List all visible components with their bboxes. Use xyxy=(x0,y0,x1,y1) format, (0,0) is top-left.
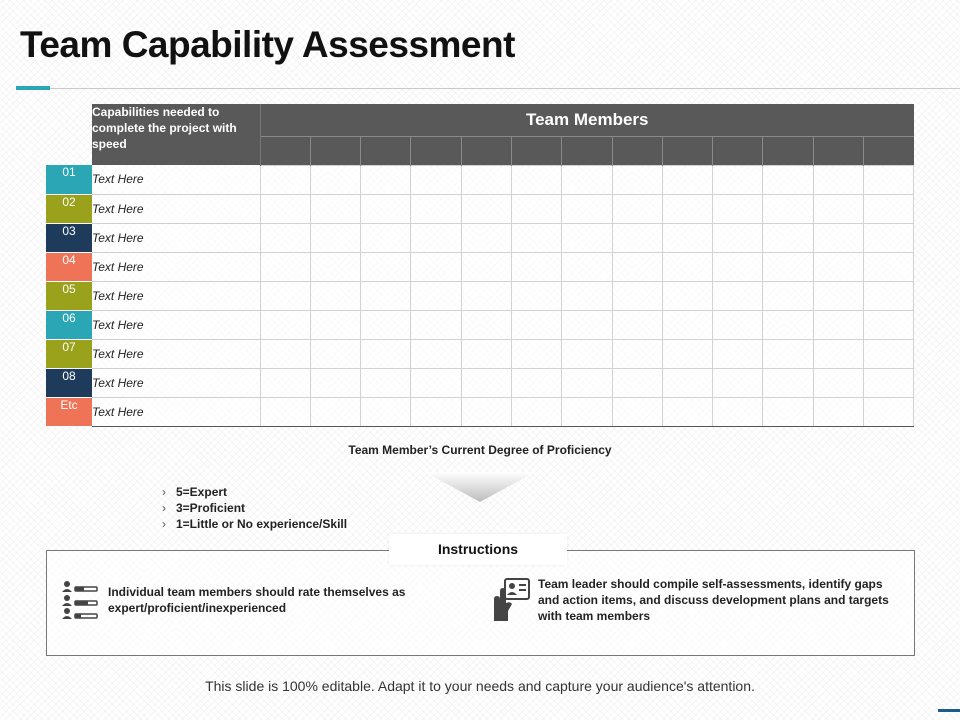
rating-cell[interactable] xyxy=(310,194,360,223)
page-title: Team Capability Assessment xyxy=(20,24,515,65)
team-member-column-header xyxy=(713,136,763,165)
rating-cell[interactable] xyxy=(713,223,763,252)
scale-item: › 1=Little or No experience/Skill xyxy=(162,517,348,531)
rating-cell[interactable] xyxy=(864,310,914,339)
rating-cell[interactable] xyxy=(864,339,914,368)
rating-cell[interactable] xyxy=(461,194,511,223)
row-number: 03 xyxy=(46,223,92,252)
scale-item-label: 3=Proficient xyxy=(176,501,246,515)
team-member-column-header xyxy=(763,136,813,165)
scale-item-label: 1=Little or No experience/Skill xyxy=(176,517,348,531)
rating-cell[interactable] xyxy=(361,252,411,281)
capability-label[interactable]: Text Here xyxy=(92,223,260,252)
team-member-column-header xyxy=(813,136,863,165)
team-member-column-header xyxy=(411,136,461,165)
hand-id-card-icon xyxy=(492,577,532,621)
rating-cell[interactable] xyxy=(813,368,863,397)
rating-cell[interactable] xyxy=(562,339,612,368)
rating-cell[interactable] xyxy=(310,252,360,281)
rating-cell[interactable] xyxy=(612,310,662,339)
rating-cell[interactable] xyxy=(763,368,813,397)
proficiency-title: Team Member’s Current Degree of Proficiency xyxy=(348,443,612,457)
rating-cell[interactable] xyxy=(511,368,561,397)
rating-cell[interactable] xyxy=(511,223,561,252)
rating-cell[interactable] xyxy=(260,223,310,252)
table-row xyxy=(46,223,914,252)
rating-cell[interactable] xyxy=(662,339,712,368)
rating-cell[interactable] xyxy=(361,281,411,310)
rating-cell[interactable] xyxy=(813,223,863,252)
rating-cell[interactable] xyxy=(361,368,411,397)
rating-cell[interactable] xyxy=(813,339,863,368)
proficiency-scale xyxy=(162,484,347,532)
rating-cell[interactable] xyxy=(612,397,662,426)
capability-label[interactable]: Text Here xyxy=(92,194,260,223)
row-number: 06 xyxy=(46,310,92,339)
table-row xyxy=(46,368,914,397)
rating-cell[interactable] xyxy=(361,165,411,194)
rating-cell[interactable] xyxy=(361,397,411,426)
rating-cell[interactable] xyxy=(411,310,461,339)
rating-cell[interactable] xyxy=(361,194,411,223)
rating-cell[interactable] xyxy=(662,310,712,339)
team-member-column-header xyxy=(612,136,662,165)
rating-cell[interactable] xyxy=(813,281,863,310)
scale-item: › 5=Expert xyxy=(162,485,228,499)
team-members-header: Team Members xyxy=(260,104,914,136)
table-row xyxy=(46,252,914,281)
table-row xyxy=(46,281,914,310)
rating-cell[interactable] xyxy=(310,281,360,310)
table-corner-blank xyxy=(46,104,92,165)
rating-cell[interactable] xyxy=(813,310,863,339)
rating-cell[interactable] xyxy=(713,368,763,397)
rating-cell[interactable] xyxy=(713,310,763,339)
table-row xyxy=(46,397,914,426)
rating-cell[interactable] xyxy=(612,194,662,223)
table-row xyxy=(46,310,914,339)
team-member-column-header xyxy=(511,136,561,165)
row-number: 08 xyxy=(46,368,92,397)
rating-cell[interactable] xyxy=(713,165,763,194)
instruction-team-leader: Team leader should compile self-assessments, identify gaps and action items, and discuss development plans and targets with team members xyxy=(538,577,889,623)
rating-cell[interactable] xyxy=(662,223,712,252)
rating-cell[interactable] xyxy=(864,368,914,397)
rating-cell[interactable] xyxy=(562,368,612,397)
rating-cell[interactable] xyxy=(411,165,461,194)
rating-cell[interactable] xyxy=(562,223,612,252)
rating-cell[interactable] xyxy=(411,252,461,281)
rating-cell[interactable] xyxy=(562,281,612,310)
rating-cell[interactable] xyxy=(511,281,561,310)
rating-cell[interactable] xyxy=(461,165,511,194)
rating-cell[interactable] xyxy=(511,165,561,194)
title-accent-bar xyxy=(16,86,50,90)
rating-cell[interactable] xyxy=(864,223,914,252)
rating-cell[interactable] xyxy=(310,310,360,339)
rating-cell[interactable] xyxy=(260,310,310,339)
rating-cell[interactable] xyxy=(411,194,461,223)
rating-cell[interactable] xyxy=(461,310,511,339)
rating-cell[interactable] xyxy=(461,397,511,426)
capabilities-header: Capabilities needed to complete the project with speed xyxy=(92,104,260,165)
capability-label[interactable]: Text Here xyxy=(92,397,260,426)
rating-cell[interactable] xyxy=(763,310,813,339)
rating-cell[interactable] xyxy=(310,397,360,426)
team-member-column-header xyxy=(562,136,612,165)
rating-cell[interactable] xyxy=(713,194,763,223)
rating-cell[interactable] xyxy=(763,223,813,252)
rating-cell[interactable] xyxy=(562,252,612,281)
team-member-column-header xyxy=(310,136,360,165)
rating-cell[interactable] xyxy=(662,397,712,426)
row-number: 07 xyxy=(46,339,92,368)
row-number: 04 xyxy=(46,252,92,281)
scale-item: › 3=Proficient xyxy=(162,501,246,515)
table-row xyxy=(46,194,914,223)
rating-cell[interactable] xyxy=(310,165,360,194)
rating-cell[interactable] xyxy=(260,165,310,194)
rating-cell[interactable] xyxy=(461,223,511,252)
rating-cell[interactable] xyxy=(662,368,712,397)
chevron-down-icon xyxy=(425,472,535,504)
rating-cell[interactable] xyxy=(310,223,360,252)
rating-cell[interactable] xyxy=(864,397,914,426)
rating-cell[interactable] xyxy=(713,339,763,368)
rating-cell[interactable] xyxy=(411,339,461,368)
team-member-column-header xyxy=(864,136,914,165)
rating-cell[interactable] xyxy=(562,310,612,339)
rating-cell[interactable] xyxy=(461,339,511,368)
rating-cell[interactable] xyxy=(662,252,712,281)
rating-cell[interactable] xyxy=(813,194,863,223)
row-number: 02 xyxy=(46,194,92,223)
team-member-column-header xyxy=(361,136,411,165)
rating-cell[interactable] xyxy=(713,397,763,426)
rating-cell[interactable] xyxy=(763,397,813,426)
rating-cell[interactable] xyxy=(511,252,561,281)
rating-cell[interactable] xyxy=(310,339,360,368)
rating-cell[interactable] xyxy=(662,281,712,310)
rating-cell[interactable] xyxy=(260,194,310,223)
rating-cell[interactable] xyxy=(511,397,561,426)
rating-cell[interactable] xyxy=(361,310,411,339)
rating-cell[interactable] xyxy=(361,339,411,368)
rating-cell[interactable] xyxy=(864,252,914,281)
rating-cell[interactable] xyxy=(612,165,662,194)
rating-cell[interactable] xyxy=(662,194,712,223)
rating-cell[interactable] xyxy=(411,368,461,397)
rating-cell[interactable] xyxy=(612,223,662,252)
rating-cell[interactable] xyxy=(763,165,813,194)
row-number: Etc xyxy=(46,397,92,426)
row-number: 05 xyxy=(46,281,92,310)
rating-cell[interactable] xyxy=(612,368,662,397)
team-member-column-header xyxy=(662,136,712,165)
rating-cell[interactable] xyxy=(713,252,763,281)
rating-cell[interactable] xyxy=(310,368,360,397)
row-number: 01 xyxy=(46,165,92,194)
rating-cell[interactable] xyxy=(864,165,914,194)
rating-cell[interactable] xyxy=(361,223,411,252)
capability-label[interactable]: Text Here xyxy=(92,339,260,368)
rating-cell[interactable] xyxy=(461,252,511,281)
rating-cell[interactable] xyxy=(461,281,511,310)
capability-label[interactable]: Text Here xyxy=(92,368,260,397)
team-member-column-header xyxy=(461,136,511,165)
scale-item-label: 5=Expert xyxy=(176,485,228,499)
rating-cell[interactable] xyxy=(713,281,763,310)
rating-cell[interactable] xyxy=(813,252,863,281)
rating-cell[interactable] xyxy=(763,339,813,368)
rating-cell[interactable] xyxy=(813,165,863,194)
footer-note: This slide is 100% editable. Adapt it to your needs and capture your audience's attention. xyxy=(205,678,755,694)
title-divider xyxy=(50,88,960,89)
rating-cell[interactable] xyxy=(763,281,813,310)
table-row xyxy=(46,339,914,368)
rating-cell[interactable] xyxy=(612,281,662,310)
rating-cell[interactable] xyxy=(612,339,662,368)
rating-cell[interactable] xyxy=(662,165,712,194)
rating-cell[interactable] xyxy=(260,339,310,368)
rating-cell[interactable] xyxy=(461,368,511,397)
rating-cell[interactable] xyxy=(562,397,612,426)
rating-cell[interactable] xyxy=(511,339,561,368)
capability-table xyxy=(46,104,914,427)
capability-label[interactable]: Text Here xyxy=(92,252,260,281)
rating-cell[interactable] xyxy=(612,252,662,281)
rating-cell[interactable] xyxy=(511,310,561,339)
rating-cell[interactable] xyxy=(411,281,461,310)
rating-cell[interactable] xyxy=(260,368,310,397)
rating-cell[interactable] xyxy=(813,397,863,426)
rating-cell[interactable] xyxy=(411,397,461,426)
capability-label[interactable]: Text Here xyxy=(92,165,260,194)
rating-cell[interactable] xyxy=(511,194,561,223)
team-list-icon xyxy=(61,580,101,620)
instruction-self-rate: Individual team members should rate themselves as expert/proficient/inexperienced xyxy=(108,585,406,615)
instructions-title: Instructions xyxy=(389,534,567,565)
rating-cell[interactable] xyxy=(562,194,612,223)
capability-label[interactable]: Text Here xyxy=(92,310,260,339)
rating-cell[interactable] xyxy=(260,252,310,281)
rating-cell[interactable] xyxy=(260,397,310,426)
table-row xyxy=(46,165,914,194)
rating-cell[interactable] xyxy=(562,165,612,194)
capability-label[interactable]: Text Here xyxy=(92,281,260,310)
rating-cell[interactable] xyxy=(864,281,914,310)
rating-cell[interactable] xyxy=(763,194,813,223)
rating-cell[interactable] xyxy=(411,223,461,252)
rating-cell[interactable] xyxy=(864,194,914,223)
corner-accent xyxy=(938,709,960,712)
rating-cell[interactable] xyxy=(260,281,310,310)
rating-cell[interactable] xyxy=(763,252,813,281)
team-member-column-header xyxy=(260,136,310,165)
